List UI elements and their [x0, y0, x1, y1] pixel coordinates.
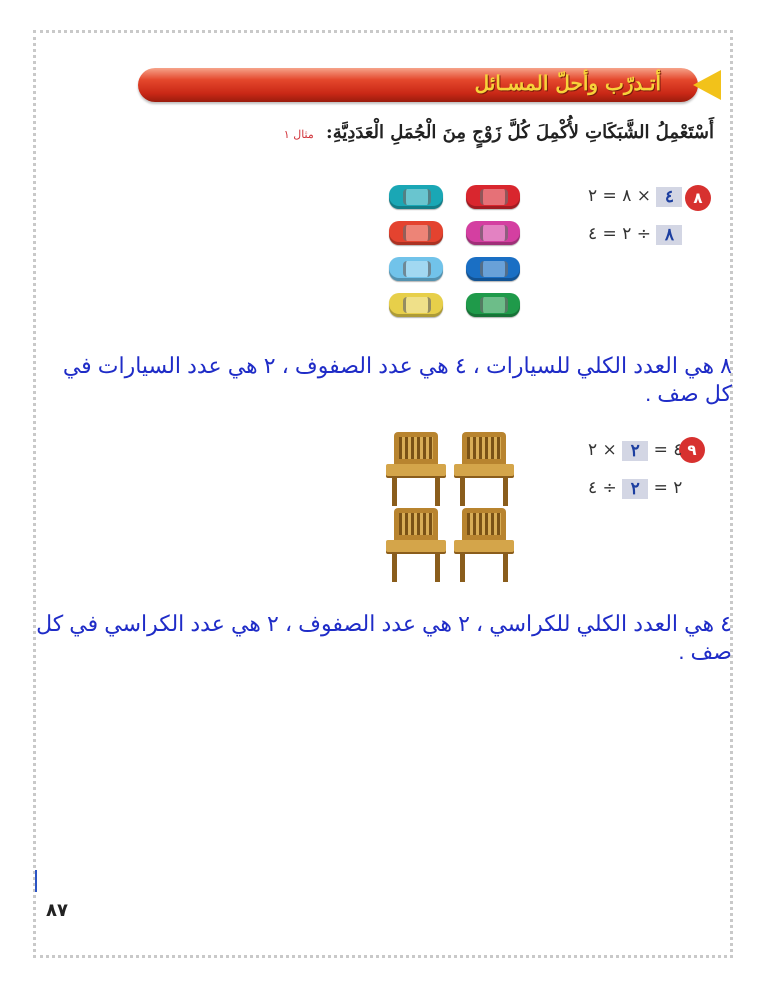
problem-number-badge: ٩	[679, 437, 705, 463]
car-image	[466, 221, 520, 245]
chair-image	[452, 508, 516, 582]
equation-line	[588, 478, 682, 499]
answer-text: ٤ هي العدد الكلي للكراسي ، ٢ هي عدد الصفوف ، ٢ هي عدد الكراسي في كل صف .	[36, 611, 732, 664]
instruction	[284, 122, 714, 143]
chair-image	[452, 432, 516, 506]
car-image	[466, 257, 520, 281]
chair-image	[384, 432, 448, 506]
car-image	[466, 185, 520, 209]
equation-tail: ÷ ٤	[588, 478, 617, 498]
section-title: أتـدرّب وأحلّ المسـائل	[474, 71, 661, 95]
answer-box[interactable]: ٨	[656, 225, 682, 245]
section-banner	[138, 66, 721, 106]
equation-operator: =	[653, 478, 668, 498]
answer-text: ٨ هي العدد الكلي للسيارات ، ٤ هي عدد الصفوف ، ٢ هي عدد السيارات في كل صف .	[62, 353, 732, 406]
equation-result: ٢	[673, 478, 683, 498]
answer-box[interactable]: ٤	[656, 187, 682, 207]
chair-image	[384, 508, 448, 582]
car-image	[389, 257, 443, 281]
margin-marker	[35, 870, 37, 892]
car-image	[389, 221, 443, 245]
instruction-text: أَسْتَعْمِلُ الشَّبَكَاتِ لأُكْمِلَ كُلَّ زَوْجٍ مِنَ الْجُمَلِ الْعَدَدِيَّةِ:	[326, 122, 714, 143]
equation-result: ٤	[673, 440, 683, 460]
example-reference: مثال ١	[283, 128, 314, 141]
problem-number-badge: ٨	[685, 185, 711, 211]
car-image	[466, 293, 520, 317]
car-image	[389, 185, 443, 209]
equation-operator: =	[653, 440, 668, 460]
answer-box[interactable]: ٢	[622, 479, 648, 499]
equation-line	[588, 186, 682, 207]
equation-result: ٢	[622, 224, 632, 244]
equation-line	[588, 440, 682, 461]
equation-operator: = ٢ ×	[588, 186, 651, 206]
equation-tail: × ٢	[588, 440, 617, 460]
page-number: ٨٧	[46, 900, 68, 921]
answer-box[interactable]: ٢	[622, 441, 648, 461]
equation-result: ٨	[622, 186, 632, 206]
car-image	[389, 293, 443, 317]
banner-arrow-icon	[693, 70, 721, 100]
equation-line	[588, 224, 682, 245]
equation-operator: = ٤ ÷	[588, 224, 651, 244]
